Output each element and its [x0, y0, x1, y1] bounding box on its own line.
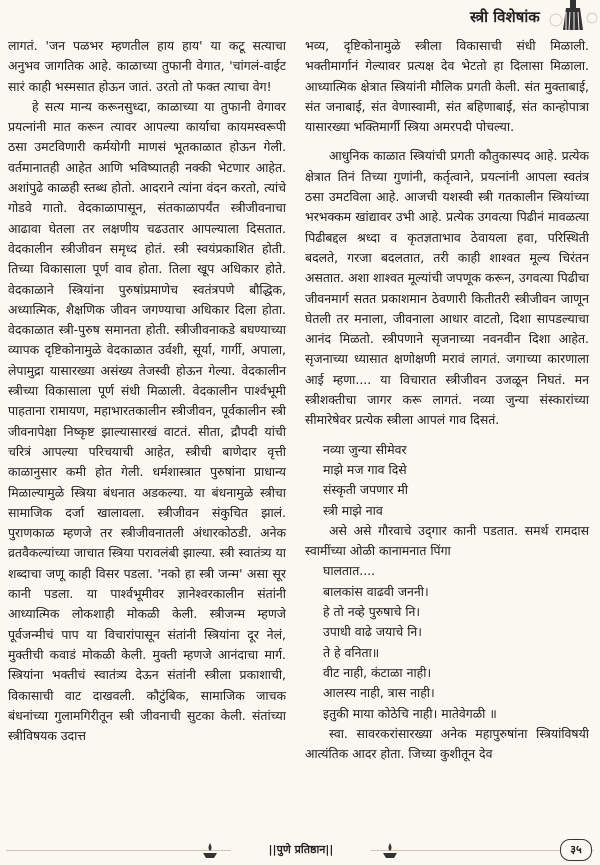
paragraph: लागतं. 'जन पळभर म्हणतील हाय हाय' या कटू सत्याचा अनुभव जागतिक आहे. काळाच्या तुफानी वेगात, 'चांगलं-वाईट सारं काही भस्मसात होऊन जातं. उरतो तो फक्त त्याचा वेग! — [8, 38, 286, 94]
paragraph: आधुनिक काळात स्त्रियांची प्रगती कौतुकास्पद आहे. प्रत्येक क्षेत्रात तिनं तिच्या गुणांनी, कर्तृत्वाने, प्रयत्नांनी आपला स्वतंत्र ठसा उमटविला आहे. आजची यशस्वी स्त्री गतकालीन स्त्रियांच्या भरभक्कम खांद्यावर उभी आहे. प्रत्येक उगवत्या पिढीनं मावळत्या पिढीबद्दल श्रध्दा व कृतज्ञताभाव ठेवायला हवा, परिस्थिती बदलते, गरजा बदलतात, तरी काही शाश्वत मूल्य चिरंतन असतात. अशा शाश्वत मूल्यांची जपणूक करून, उगवत्या पिढीचा जीवनमार्ग सतत प्रकाशमान ठेवणारी कितीतरी स्त्रीजीवन जाणून घेतली तर मनाला, जीवनाला आधार वाटतो, दिशा सापडल्याचा आनंद मिळतो. स्त्रीपणाने सृजनाच्या नवनवीन दिशा आहेत. सृजनाच्या ध्यासात क्षणोक्षणी मरावं लागतं. जगाच्या कारणाला आई म्हणा.... या विचारात स्त्रीजीवन उजळून निघतं. मन स्त्रीशक्तीचा जागर करू लागतं. नव्या जुन्या संस्कारांच्या सीमारेषेवर प्रत्येक स्त्रीला आपलं गाव दिसतं. — [305, 148, 590, 428]
poem-line: आलस्य नाही, त्रास नाही। — [323, 685, 435, 701]
page-footer — [0, 838, 600, 865]
poem-line: उपाधी वाढे जयाचे नि। — [323, 624, 422, 640]
paragraph: हे सत्य मान्य करूनसुध्दा, काळाच्या या तुफानी वेगावर प्रयत्नांनी मात करून त्यावर आपल्या कार्याचा कायमस्वरूपी ठसा उमटविणारी कर्मयोगी माणसं भूतकाळात होऊन गेली. वर्तमानातही आहेत आणि भविष्यातही नक्की भेटणार आहेत. अशांपुढे काळही स्तब्ध होतो. आदराने त्यांना वंदन करतो, त्यांचे गोडवे गातो. वेदकाळापासून, संतकाळापर्यंत स्त्रीजीवनाचा आढावा घेतला तर लक्षणीय चढउतार आपल्याला दिसतात. वेदकालीन स्त्रीजीवन समृध्द होतं. स्त्री स्वयंप्रकाशित होती. तिच्या विकासाला पूर्ण वाव होता. तिला खूप अधिकार होते. वेदकाळाने स्त्रियांना पुरुषांप्रमाणेच स्वतंत्रपणे बौद्धिक, अध्यात्मिक, शैक्षणिक जीवन जगण्याचा अधिकार दिला होता. वेदकाळात स्त्री-पुरुष समानता होती. स्त्रीजीवनाकडे बघण्याच्या व्यापक दृष्टिकोनामुळे वेदकाळात उर्वशी, सूर्या, गार्गी, अपाला, लेपामुद्रा यासारख्या असंख्य तेजस्वी होऊन गेल्या. वेदकालीन स्त्रीच्या विकासाला पूर्ण संधी मिळाली. वेदकालीन पार्श्वभूमी पाहताना रामायण, महाभारतकालीन स्त्रीजीवन, पूर्वकालीन स्त्री जीवनापेक्षा निष्कृष्ट झाल्यासारखं वाटतं. सीता, द्रौपदी यांची चरित्रं आपल्या परिचयाची आहेत, स्त्रीची बाणेदार वृत्ती काळानुसार कमी होत गेली. धर्मशास्त्रात पुरुषांना प्राधान्य मिळाल्यामुळे स्त्रिया बंधनात अडकल्या. या बंधनामुळे स्त्रीचा सामाजिक दर्जा खालावला. स्त्रीजीवन संकुचित झालं. पुराणकाळ म्हणजे तर स्त्रीजीवनातली अंधारकोठडी. अनेक व्रतवैकल्यांच्या जाचात स्त्रिया परावलंबी झाल्या. स्त्री स्वातंत्र्य या शब्दाचा जणू काही विसर पडला. 'नको हा स्त्री जन्म' असा सूर कानी पडला. या पार्श्वभूमीवर ज्ञानेश्वरकालीन संतांनी आध्यात्मिक लोकशाही मोकळी केली. स्त्रीजन्म म्हणजे पूर्वजन्मीचं पाप या विचारांपासून संतांनी स्त्रियांना दूर नेलं, मुक्तीची कवाडं मोकळी केली. मुक्ती म्हणजे आनंदाचा मार्ग. स्त्रियांना भक्तीचं स्वातंत्र्य देऊन संतांनी स्त्रीला प्रकाशाची, विकासाची वाट दाखवली. कौटुंबिक, सामाजिक जाचक बंधनांच्या गुलामगिरीतून स्त्री जीवनाची सुटका केली. संतांच्या स्त्रीविषयक उदात्त — [8, 98, 286, 744]
poem-line: स्त्री माझे नाव — [323, 502, 383, 518]
tassel-ornament-icon — [548, 0, 598, 34]
lamp-ornament-icon — [380, 841, 400, 861]
section-title: स्त्री विशेषांक — [470, 8, 540, 26]
poem-line: नव्या जुन्या सीमेवर — [323, 441, 407, 457]
poem-line: ते हे वनिता॥ — [323, 644, 380, 660]
lamp-ornament-icon — [200, 841, 220, 861]
poem-line: बालकांस वाढवी जननी। — [323, 583, 429, 599]
paragraph: स्वा. सावरकरांसारख्या अनेक महापुरुषांना स्त्रियांविषयी आत्यंतिक आदर होता. जिच्या कुशीतून देव — [305, 725, 589, 762]
right-column — [305, 36, 589, 764]
poem-line: संस्कृती जपणार मी — [323, 482, 408, 498]
paragraph: भव्य, दृष्टिकोनामुळे स्त्रीला विकासाची संधी मिळाली. भक्तीमार्गानं गेल्यावर प्रत्यक्ष देव भेटतो हा दिलासा मिळाला. आध्यात्मिक क्षेत्रात स्त्रियांनी मौलिक प्रगती केली. संत मुक्ताबाई, संत जनाबाई, संत वेणास्वामी, संत बहिणाबाई, संत कान्होपात्रा यासारख्या भक्तिमार्गी स्त्रिया अमरपदी पोचल्या. — [305, 38, 589, 135]
poem-line: माझे मज गाव दिसे — [323, 461, 407, 477]
paragraph: असे असे गौरवाचे उद्‌गार कानी पडतात. समर्थ रामदास स्वामींच्या ओळी कानामनात पिंगा — [305, 522, 589, 559]
poem-stanza — [305, 440, 589, 521]
publication-name: ||पुणे प्रतिष्ठान|| — [231, 840, 371, 860]
poem-stanza — [305, 582, 589, 724]
poem-line: वीट नाही, कंटाळा नाही। — [323, 664, 432, 680]
page-header — [0, 0, 600, 34]
poem-line: इतुकी माया कोठेचि नाही। मातेवेगळी ॥ — [323, 705, 497, 721]
poem-lead: घालतात.... — [323, 563, 376, 579]
left-column — [8, 36, 286, 746]
page-number: ३५ — [560, 839, 592, 861]
poem-line: हे तो नव्हे पुरुषाचे नि। — [323, 604, 421, 620]
